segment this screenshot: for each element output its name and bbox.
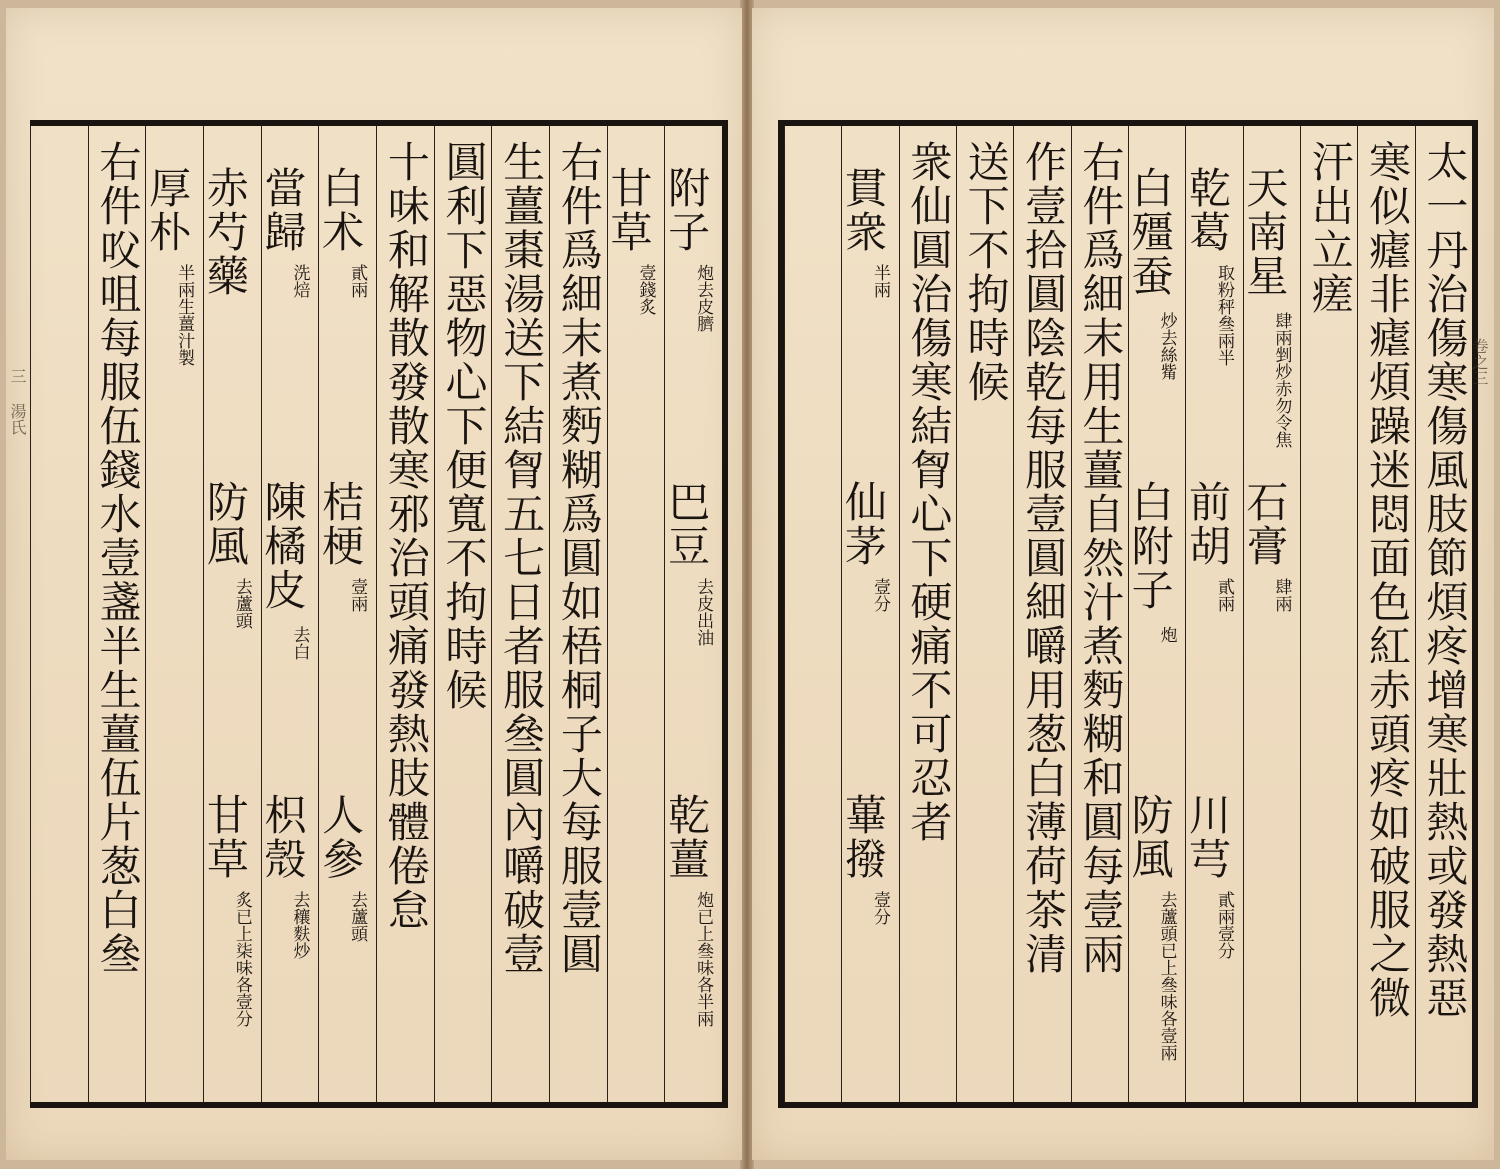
ingredient-note: 洗焙 [289, 264, 310, 298]
ingredient-name: 川芎 [1183, 793, 1232, 882]
right-page [752, 8, 1494, 1160]
text-column [1185, 126, 1243, 1102]
ingredient-note: 半兩生薑汁製 [174, 264, 195, 366]
ingredient-note: 壹錢炙 [635, 264, 656, 315]
ingredient-name: 赤芍藥 [200, 166, 250, 298]
ingredient-note: 炒去絲觜 [1156, 312, 1177, 380]
text-column [88, 126, 147, 1102]
ingredient-name: 枳殼 [258, 793, 308, 882]
ingredient-name: 人參 [316, 793, 366, 882]
ingredient-note: 去穰麩炒 [289, 891, 310, 960]
text-column [491, 126, 550, 1102]
ingredient-name: 防風 [200, 479, 250, 568]
ingredient-name: 陳橘皮 [258, 479, 308, 612]
text-column [434, 126, 493, 1102]
column-text: 生薑棗湯送下結胷五七日者服叄圓內嚼破壹 [497, 140, 547, 976]
text-column [1240, 126, 1301, 1102]
ingredient-name: 白殭蚕 [1125, 166, 1175, 298]
ingredient-note: 去皮出油 [693, 577, 714, 646]
ingredient-note: 半兩 [869, 264, 890, 298]
right-page-frame [778, 120, 1478, 1108]
text-column [841, 126, 899, 1102]
text-column [200, 126, 262, 1102]
column-text: 右件㕮咀每服伍錢水壹盞半生薑伍片葱白叄 [93, 140, 143, 976]
ingredient-name: 甘草 [604, 166, 654, 254]
text-column [376, 126, 435, 1102]
left-page [6, 8, 742, 1160]
column-text: 圓利下惡物心下便寬不拘時候 [439, 140, 489, 712]
text-column [784, 126, 842, 1102]
ingredient-name: 蓽撥 [839, 793, 888, 882]
ingredient-name: 貫衆 [839, 166, 888, 254]
ingredient-name: 白术 [316, 166, 366, 254]
text-column [1300, 126, 1358, 1102]
ingredient-name: 桔梗 [316, 479, 366, 568]
ingredient-note: 貳兩壹分 [1213, 891, 1234, 960]
ingredient-note: 壹分 [869, 891, 890, 926]
text-column [956, 126, 1014, 1102]
column-text: 衆仙圓治傷寒結胷心下硬痛不可忍者 [904, 140, 954, 844]
ingredient-note: 炙已上柒味各壹分 [231, 891, 252, 1028]
column-text: 送下不拘時候 [961, 140, 1011, 404]
text-column [664, 126, 723, 1102]
ingredient-note: 去白 [289, 625, 310, 660]
ingredient-name: 巴豆 [662, 479, 712, 568]
text-column [604, 126, 666, 1102]
column-text: 寒似瘧非瘧煩躁迷悶面色紅赤頭疼如破服之微 [1362, 140, 1412, 1020]
text-column [899, 126, 957, 1102]
left-page-frame [30, 120, 728, 1108]
column-text: 作壹拾圓陰乾每服壹圓細嚼用葱白薄荷茶清 [1018, 140, 1068, 976]
ingredient-name: 天南星 [1240, 166, 1290, 298]
column-text: 右件爲細末用生薑自然汁煮麪糊和圓每壹兩 [1076, 140, 1126, 976]
ingredient-note: 肆兩 [1271, 577, 1292, 612]
ingredient-note: 去蘆頭 [231, 577, 252, 629]
ingredient-name: 乾薑 [662, 793, 712, 882]
text-column [1013, 126, 1071, 1102]
text-column [549, 126, 608, 1102]
ingredient-name: 甘草 [200, 793, 250, 882]
text-column [318, 126, 377, 1102]
column-text: 右件爲細末煮麪糊爲圓如梧桐子大每服壹圓 [554, 140, 604, 976]
right-edge-note: 卷之三 [1470, 338, 1489, 386]
ingredient-note: 炮去皮臍 [693, 264, 714, 332]
ingredient-name: 厚朴 [143, 166, 193, 254]
ingredient-note: 去蘆頭 [347, 891, 368, 943]
text-column [145, 126, 204, 1102]
column-text: 太一丹治傷寒傷風肢節煩疼增寒壯熱或發熱惡 [1420, 140, 1470, 1020]
ingredient-note: 貳兩 [1213, 577, 1234, 612]
ingredient-note: 去蘆頭已上叄味各壹兩 [1156, 891, 1177, 1062]
ingredient-note: 炮已上叄味各半兩 [693, 891, 714, 1028]
ingredient-note: 貳兩 [347, 264, 368, 298]
ingredient-note: 壹分 [869, 577, 890, 612]
text-column [1415, 126, 1473, 1102]
text-column [1071, 126, 1129, 1102]
ingredient-name: 當歸 [258, 166, 308, 254]
ingredient-name: 前胡 [1183, 479, 1232, 568]
ingredient-name: 附子 [662, 166, 712, 254]
text-column [1357, 126, 1415, 1102]
text-column [30, 126, 89, 1102]
text-column [258, 126, 320, 1102]
ingredient-name: 白附子 [1125, 479, 1175, 612]
left-edge-note: 三 湯氏 [8, 368, 27, 435]
ingredient-note: 炮 [1156, 625, 1177, 643]
column-text: 汗出立瘥 [1305, 140, 1355, 316]
ingredient-name: 防風 [1125, 793, 1175, 882]
ingredient-note: 取粉秤叄兩半 [1213, 264, 1234, 366]
ingredient-name: 乾葛 [1183, 166, 1232, 254]
ingredient-note: 壹兩 [347, 577, 368, 612]
column-text: 十味和解散發散寒邪治頭痛發熱肢體倦怠 [381, 140, 431, 932]
ingredient-name: 石膏 [1240, 479, 1290, 568]
ingredient-note: 肆兩剉炒赤勿令焦 [1271, 312, 1292, 448]
text-column [1125, 126, 1186, 1102]
ingredient-name: 仙茅 [839, 479, 888, 568]
